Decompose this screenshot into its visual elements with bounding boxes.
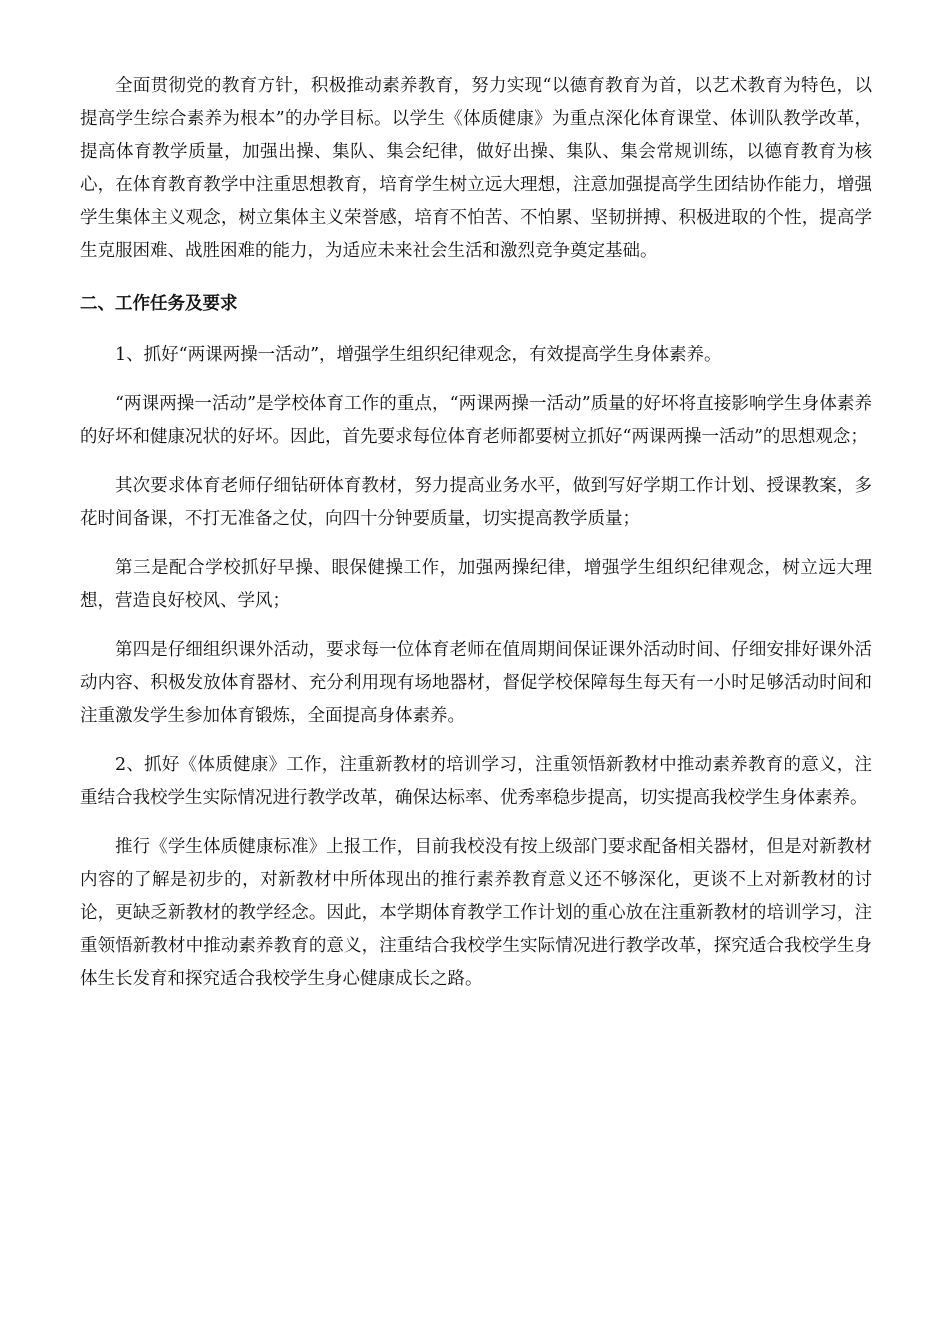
section-heading: 二、工作任务及要求 bbox=[80, 294, 238, 314]
two-classes-paragraph: “两课两操一活动”是学校体育工作的重点，“两课两操一活动”质量的好坏将直接影响学生身体素养的好坏和健康况状的好坏。因此，首先要求每位体育老师都要树立抓好“两课两操一活动”的思想观念； bbox=[80, 394, 872, 447]
standard-report-paragraph: 推行《学生体质健康标准》上报工作，目前我校没有按上级部门要求配备相关器材，但是对新教材内容的了解是初步的，对新教材中所体现出的推行素养教育意义还不够深化，更谈不上对新教材的讨论，更缺乏新教材的教学经念。因此，本学期体育教学工作计划的重心放在注重新教材的培训学习，注重领悟新教材中推动素养教育的意义，注重结合我校学生实际情况进行教学改革，探究适合我校学生身体生长发育和探究适合我校学生身心健康成长之路。 bbox=[80, 837, 872, 989]
task-2-paragraph: 2、抓好《体质健康》工作，注重新教材的培训学习，注重领悟新教材中推动素养教育的意义，注重结合我校学生实际情况进行教学改革，确保达标率、优秀率稳步提高，切实提高我校学生身体素养。 bbox=[80, 755, 872, 808]
third-requirement-paragraph: 第三是配合学校抓好早操、眼保健操工作，加强两操纪律，增强学生组织纪律观念，树立远大理想，营造良好校风、学风； bbox=[80, 558, 872, 611]
intro-paragraph: 全面贯彻党的教育方针，积极推动素养教育，努力实现“以德育教育为首，以艺术教育为特色，以提高学生综合素养为根本”的办学目标。以学生《体质健康》为重点深化体育课堂、体训队教学改革，提高体育教学质量，加强出操、集队、集会纪律，做好出操、集队、集会常规训练，以德育教育为核心，在体育教育教学中注重思想教育，培育学生树立远大理想，注意加强提高学生团结协作能力，增强学生集体主义观念，树立集体主义荣誉感，培育不怕苦、不怕累、坚韧拼搏、积极进取的个性，提高学生克服困难、战胜困难的能力，为适应未来社会生活和激烈竞争奠定基础。 bbox=[80, 76, 872, 261]
second-requirement-paragraph: 其次要求体育老师仔细钻研体育教材，努力提高业务水平，做到写好学期工作计划、授课教案，多花时间备课，不打无准备之仗，向四十分钟要质量，切实提高教学质量； bbox=[80, 476, 872, 529]
document-page bbox=[80, 70, 872, 1012]
fourth-requirement-paragraph: 第四是仔细组织课外活动，要求每一位体育老师在值周期间保证课外活动时间、仔细安排好课外活动内容、积极发放体育器材、充分利用现有场地器材，督促学校保障每生每天有一小时足够活动时间和注重激发学生参加体育锻炼，全面提高身体素养。 bbox=[80, 640, 872, 726]
task-1-paragraph: 1、抓好“两课两操一活动”，增强学生组织纪律观念，有效提高学生身体素养。 bbox=[115, 345, 722, 365]
